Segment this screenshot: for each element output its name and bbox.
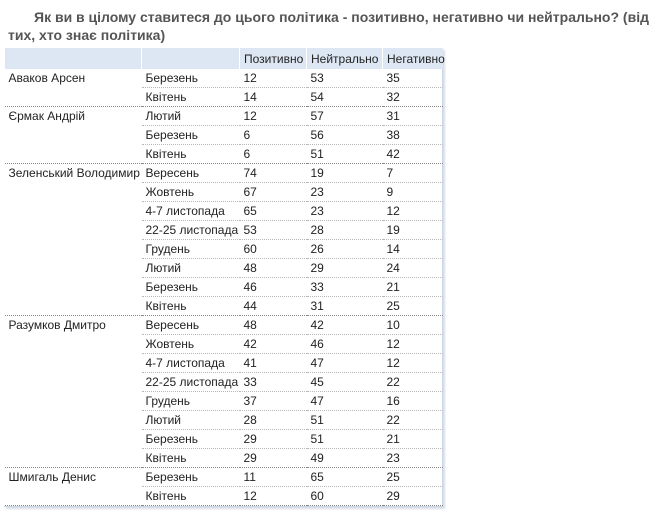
header-cell-politician (5, 48, 142, 69)
positive-value-cell: 74 (240, 164, 307, 183)
negative-value-cell: 7 (383, 164, 443, 183)
positive-value-cell: 12 (240, 487, 307, 506)
politician-name-cell: Зеленський Володимир (5, 164, 142, 316)
period-cell: Жовтень (142, 183, 240, 202)
politician-name-cell: Аваков Арсен (5, 69, 142, 107)
neutral-value-cell: 53 (307, 69, 383, 88)
neutral-value-cell: 46 (307, 335, 383, 354)
table-row (5, 468, 443, 487)
period-cell: Жовтень (142, 335, 240, 354)
positive-value-cell: 65 (240, 202, 307, 221)
results-table-container (4, 48, 443, 507)
negative-value-cell: 25 (383, 468, 443, 487)
positive-value-cell: 12 (240, 69, 307, 88)
politician-name-cell: Єрмак Андрій (5, 107, 142, 164)
neutral-value-cell: 54 (307, 88, 383, 107)
neutral-value-cell: 26 (307, 240, 383, 259)
neutral-value-cell: 28 (307, 221, 383, 240)
neutral-value-cell: 47 (307, 392, 383, 411)
period-cell: Квітень (142, 449, 240, 468)
question-text: Як ви в цілому ставитеся до цього політика - позитивно, негативно чи нейтрально? (від тих, хто знає політика) (8, 9, 649, 43)
period-cell: Березень (142, 430, 240, 449)
neutral-value-cell: 65 (307, 468, 383, 487)
negative-value-cell: 10 (383, 316, 443, 335)
header-row (5, 48, 443, 69)
negative-value-cell: 16 (383, 392, 443, 411)
negative-value-cell: 32 (383, 88, 443, 107)
negative-value-cell: 12 (383, 335, 443, 354)
negative-value-cell: 25 (383, 297, 443, 316)
negative-value-cell: 42 (383, 145, 443, 164)
positive-value-cell: 60 (240, 240, 307, 259)
negative-value-cell: 24 (383, 259, 443, 278)
negative-value-cell: 19 (383, 221, 443, 240)
positive-value-cell: 44 (240, 297, 307, 316)
positive-value-cell: 67 (240, 183, 307, 202)
period-cell: 22-25 листопада (142, 221, 240, 240)
results-table (4, 48, 443, 506)
period-cell: Березень (142, 278, 240, 297)
neutral-value-cell: 23 (307, 202, 383, 221)
neutral-value-cell: 51 (307, 145, 383, 164)
negative-value-cell: 21 (383, 278, 443, 297)
neutral-value-cell: 31 (307, 297, 383, 316)
positive-value-cell: 48 (240, 316, 307, 335)
table-body (5, 69, 443, 506)
neutral-value-cell: 29 (307, 259, 383, 278)
neutral-value-cell: 51 (307, 430, 383, 449)
period-cell: Квітень (142, 487, 240, 506)
period-cell: Грудень (142, 392, 240, 411)
positive-value-cell: 29 (240, 449, 307, 468)
positive-value-cell: 46 (240, 278, 307, 297)
period-cell: 4-7 листопада (142, 202, 240, 221)
neutral-value-cell: 19 (307, 164, 383, 183)
table-row (5, 69, 443, 88)
negative-value-cell: 38 (383, 126, 443, 145)
table-row (5, 107, 443, 126)
negative-value-cell: 29 (383, 487, 443, 506)
positive-value-cell: 33 (240, 373, 307, 392)
period-cell: 4-7 листопада (142, 354, 240, 373)
negative-value-cell: 14 (383, 240, 443, 259)
neutral-value-cell: 45 (307, 373, 383, 392)
period-cell: Квітень (142, 88, 240, 107)
negative-value-cell: 22 (383, 373, 443, 392)
negative-value-cell: 23 (383, 449, 443, 468)
positive-value-cell: 48 (240, 259, 307, 278)
neutral-value-cell: 56 (307, 126, 383, 145)
question-title (8, 8, 658, 44)
positive-value-cell: 41 (240, 354, 307, 373)
period-cell: 22-25 листопада (142, 373, 240, 392)
header-cell-month (142, 48, 240, 69)
period-cell: Вересень (142, 164, 240, 183)
period-cell: Лютий (142, 107, 240, 126)
neutral-value-cell: 42 (307, 316, 383, 335)
neutral-value-cell: 49 (307, 449, 383, 468)
positive-value-cell: 12 (240, 107, 307, 126)
neutral-value-cell: 57 (307, 107, 383, 126)
period-cell: Березень (142, 468, 240, 487)
period-cell: Лютий (142, 259, 240, 278)
politician-name-cell: Шмигаль Денис (5, 468, 142, 506)
period-cell: Вересень (142, 316, 240, 335)
positive-value-cell: 6 (240, 145, 307, 164)
period-cell: Грудень (142, 240, 240, 259)
period-cell: Лютий (142, 411, 240, 430)
table-row (5, 164, 443, 183)
positive-value-cell: 28 (240, 411, 307, 430)
neutral-value-cell: 60 (307, 487, 383, 506)
negative-value-cell: 21 (383, 430, 443, 449)
period-cell: Квітень (142, 297, 240, 316)
negative-value-cell: 22 (383, 411, 443, 430)
neutral-value-cell: 23 (307, 183, 383, 202)
header-cell-positive: Позитивно (240, 48, 307, 69)
period-cell: Квітень (142, 145, 240, 164)
negative-value-cell: 12 (383, 354, 443, 373)
positive-value-cell: 11 (240, 468, 307, 487)
negative-value-cell: 31 (383, 107, 443, 126)
positive-value-cell: 53 (240, 221, 307, 240)
positive-value-cell: 37 (240, 392, 307, 411)
header-cell-neutral: Нейтрально (307, 48, 383, 69)
negative-value-cell: 35 (383, 69, 443, 88)
neutral-value-cell: 47 (307, 354, 383, 373)
neutral-value-cell: 51 (307, 411, 383, 430)
positive-value-cell: 42 (240, 335, 307, 354)
table-header (5, 48, 443, 69)
positive-value-cell: 6 (240, 126, 307, 145)
table-row (5, 316, 443, 335)
header-cell-negative: Негативно (383, 48, 443, 69)
period-cell: Березень (142, 69, 240, 88)
negative-value-cell: 12 (383, 202, 443, 221)
neutral-value-cell: 33 (307, 278, 383, 297)
period-cell: Березень (142, 126, 240, 145)
positive-value-cell: 14 (240, 88, 307, 107)
negative-value-cell: 9 (383, 183, 443, 202)
politician-name-cell: Разумков Дмитро (5, 316, 142, 468)
positive-value-cell: 29 (240, 430, 307, 449)
